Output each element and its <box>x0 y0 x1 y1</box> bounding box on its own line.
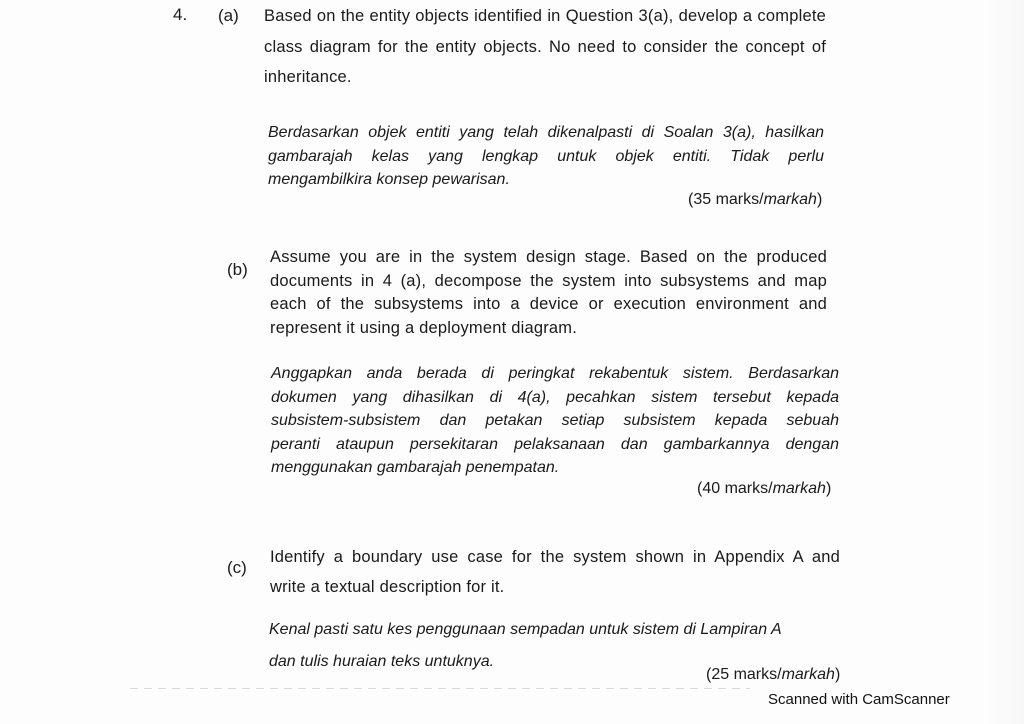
part-c-malay-line: Kenal pasti satu kes penggunaan sempadan untuk sistem di Lampiran A <box>269 621 782 638</box>
part-c-label: (c) <box>227 558 247 577</box>
camscanner-watermark: Scanned with CamScanner <box>768 691 950 708</box>
part-b-english <box>270 246 827 340</box>
part-b-english-line: each of the subsystems into a device or execution environment and <box>270 295 827 313</box>
footer-divider <box>130 688 750 689</box>
part-b-english-line: Assume you are in the system design stage. Based on the produced <box>270 248 827 266</box>
part-b-label: (b) <box>227 260 248 279</box>
part-b-malay-line: peranti ataupun persekitaran pelaksanaan dan gambarkannya dengan <box>271 435 839 453</box>
part-b-malay-line: subsistem-subsistem dan petakan setiap subsistem kepada sebuah <box>271 412 839 429</box>
part-b-english-line: documents in 4 (a), decompose the system into subsystems and map <box>270 271 827 290</box>
part-a-english-line: inheritance. <box>264 68 352 86</box>
part-a-english <box>264 5 826 90</box>
part-c-english <box>270 542 840 602</box>
part-b-malay-line: menggunakan gambarajah penempatan. <box>271 459 560 476</box>
part-b-english-line: represent it using a deployment diagram. <box>270 318 577 337</box>
question-number: 4. <box>173 5 188 24</box>
part-a-marks: (35 marks/markah) <box>688 191 823 208</box>
part-c-marks: (25 marks/markah) <box>706 666 841 683</box>
part-a-english-line: class diagram for the entity objects. No need to consider the concept of <box>264 37 826 56</box>
part-b-malay-line: dokumen yang dihasilkan di 4(a), pecahkan sistem tersebut kepada <box>271 388 839 406</box>
part-a-english-line: Based on the entity objects identified in Question 3(a), develop a complete <box>264 7 826 25</box>
part-c-english-line: write a textual description for it. <box>270 578 505 596</box>
part-b-malay <box>271 362 839 480</box>
part-c-malay-line: dan tulis huraian teks untuknya. <box>269 653 495 670</box>
part-a-malay-line: Berdasarkan objek entiti yang telah dikenalpasti di Soalan 3(a), hasilkan <box>268 124 824 141</box>
part-a-malay-line: mengambilkira konsep pewarisan. <box>268 171 510 188</box>
part-a-malay <box>268 121 824 192</box>
part-a-malay-line: gambarajah kelas yang lengkap untuk objek entiti. Tidak perlu <box>268 147 824 165</box>
page-edge-shadow <box>984 0 1024 724</box>
part-a-label: (a) <box>218 6 239 25</box>
part-c-english-line: Identify a boundary use case for the system shown in Appendix A and <box>270 548 840 566</box>
part-b-malay-line: Anggapkan anda berada di peringkat rekabentuk sistem. Berdasarkan <box>271 365 839 382</box>
part-b-marks: (40 marks/markah) <box>697 480 832 497</box>
